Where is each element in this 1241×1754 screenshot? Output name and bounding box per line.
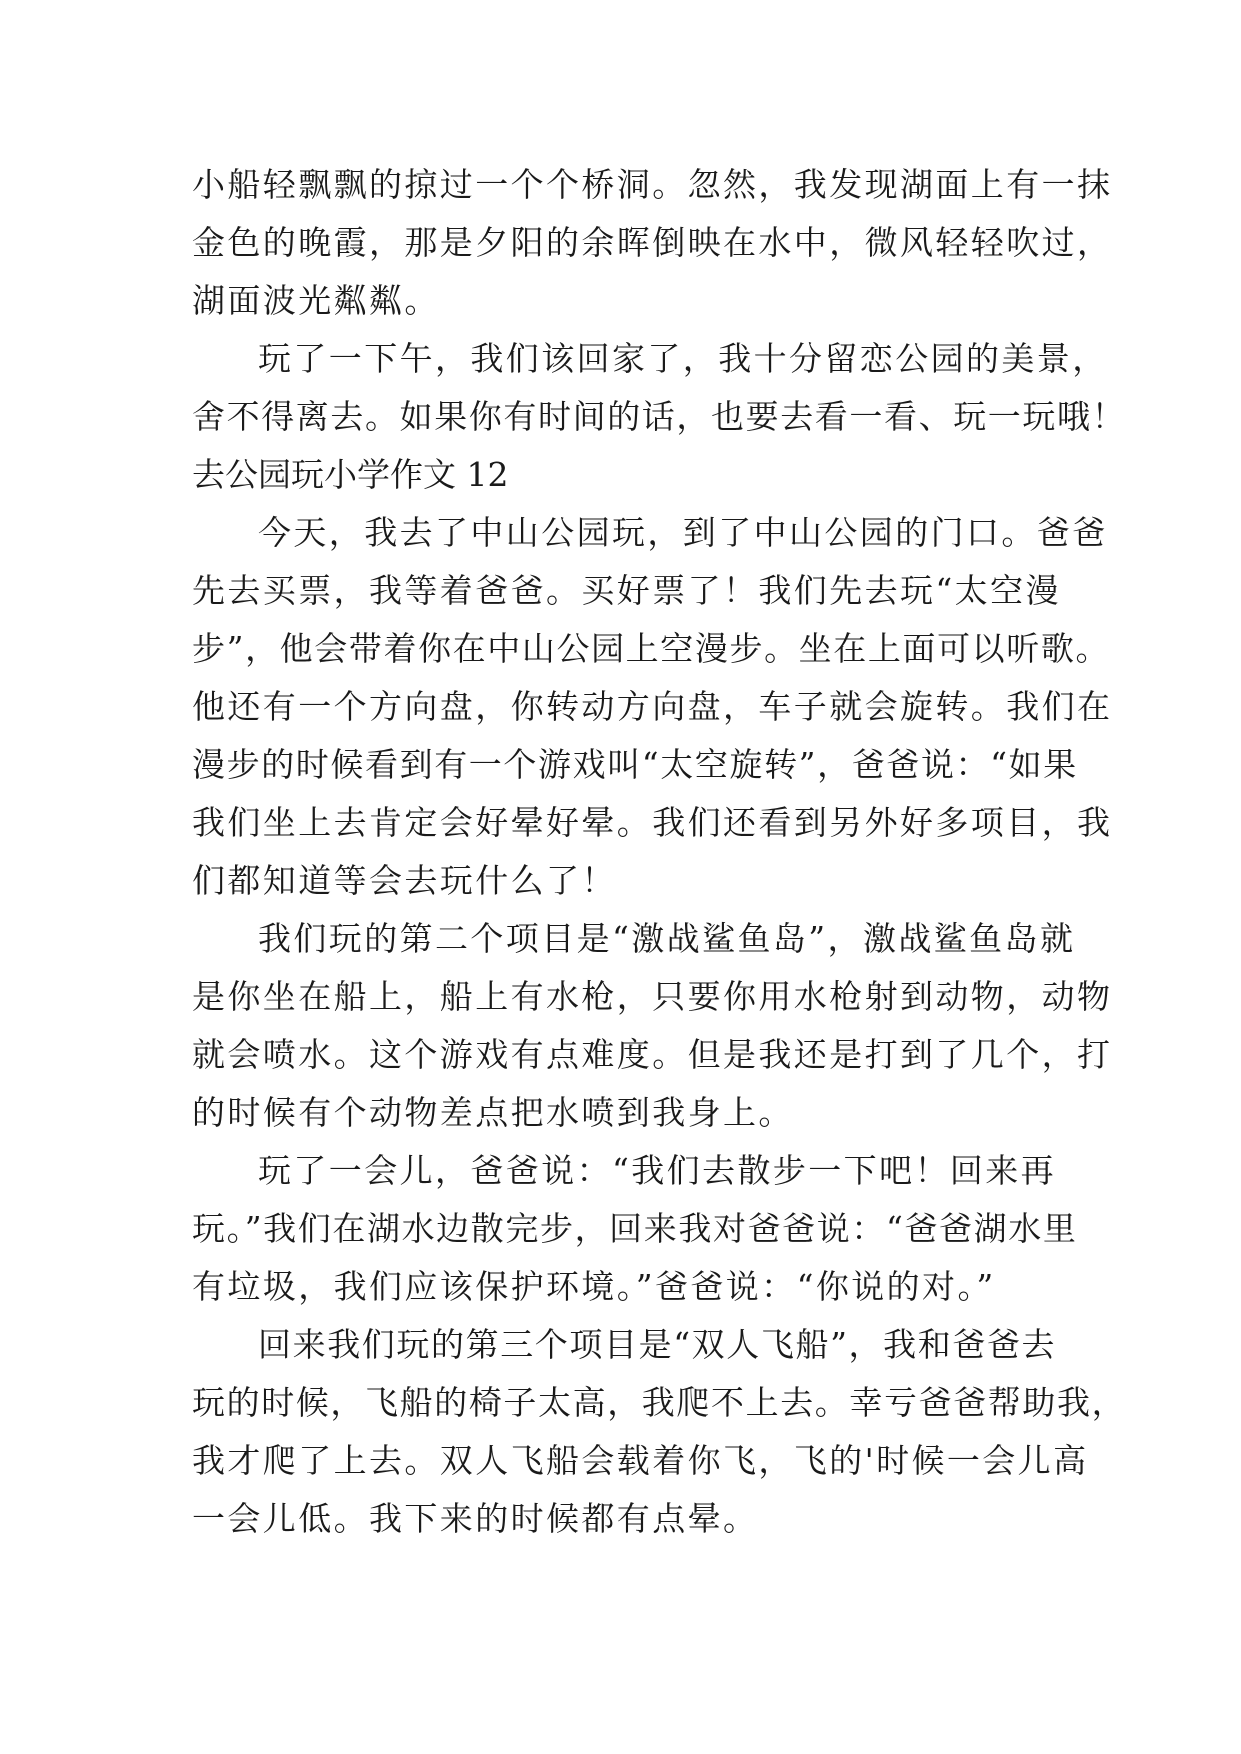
paragraph-first-line: 今天，我去了中山公园玩，到了中山公园的门口。爸爸 — [258, 513, 1108, 552]
text-line: 玩。”我们在湖水边散完步，回来我对爸爸说：“爸爸湖水里 — [192, 1209, 1078, 1248]
text-line: 的时候有个动物差点把水喷到我身上。 — [192, 1093, 794, 1132]
section-heading: 去公园玩小学作文 12 — [192, 455, 509, 494]
text-line: 他还有一个方向盘，你转动方向盘，车子就会旋转。我们在 — [192, 687, 1113, 726]
text-line: 们都知道等会去玩什么了！ — [192, 861, 617, 900]
paragraph-first-line: 回来我们玩的第三个项目是“双人飞船”，我和爸爸去 — [258, 1325, 1057, 1364]
paragraph-first-line: 玩了一下午，我们该回家了，我十分留恋公园的美景， — [258, 339, 1108, 378]
text-line: 小船轻飘飘的掠过一个个桥洞。忽然，我发现湖面上有一抹 — [192, 165, 1113, 204]
text-line: 步”，他会带着你在中山公园上空漫步。坐在上面可以听歌。 — [192, 629, 1111, 668]
text-line: 有垃圾，我们应该保护环境。”爸爸说：“你说的对。” — [192, 1267, 996, 1306]
text-line: 我才爬了上去。双人飞船会载着你飞，飞的'时候一会儿高 — [192, 1441, 1089, 1480]
text-line: 一会儿低。我下来的时候都有点晕。 — [192, 1499, 759, 1538]
text-line: 我们坐上去肯定会好晕好晕。我们还看到另外好多项目，我 — [192, 803, 1113, 842]
text-line: 先去买票，我等着爸爸。买好票了！我们先去玩“太空漫 — [192, 571, 1061, 610]
text-line: 湖面波光粼粼。 — [192, 281, 440, 320]
text-line: 是你坐在船上，船上有水枪，只要你用水枪射到动物，动物 — [192, 977, 1113, 1016]
text-line: 舍不得离去。如果你有时间的话，也要去看一看、玩一玩哦！ — [192, 397, 1127, 436]
text-line: 就会喷水。这个游戏有点难度。但是我还是打到了几个，打 — [192, 1035, 1113, 1074]
paragraph-first-line: 玩了一会儿，爸爸说：“我们去散步一下吧！回来再 — [258, 1151, 1057, 1190]
paragraph-first-line: 我们玩的第二个项目是“激战鲨鱼岛”，激战鲨鱼岛就 — [258, 919, 1076, 958]
text-line: 漫步的时候看到有一个游戏叫“太空旋转”，爸爸说：“如果 — [192, 745, 1078, 784]
text-line: 金色的晚霞，那是夕阳的余晖倒映在水中，微风轻轻吹过， — [192, 223, 1113, 262]
text-line: 玩的时候，飞船的椅子太高，我爬不上去。幸亏爸爸帮助我， — [192, 1383, 1127, 1422]
